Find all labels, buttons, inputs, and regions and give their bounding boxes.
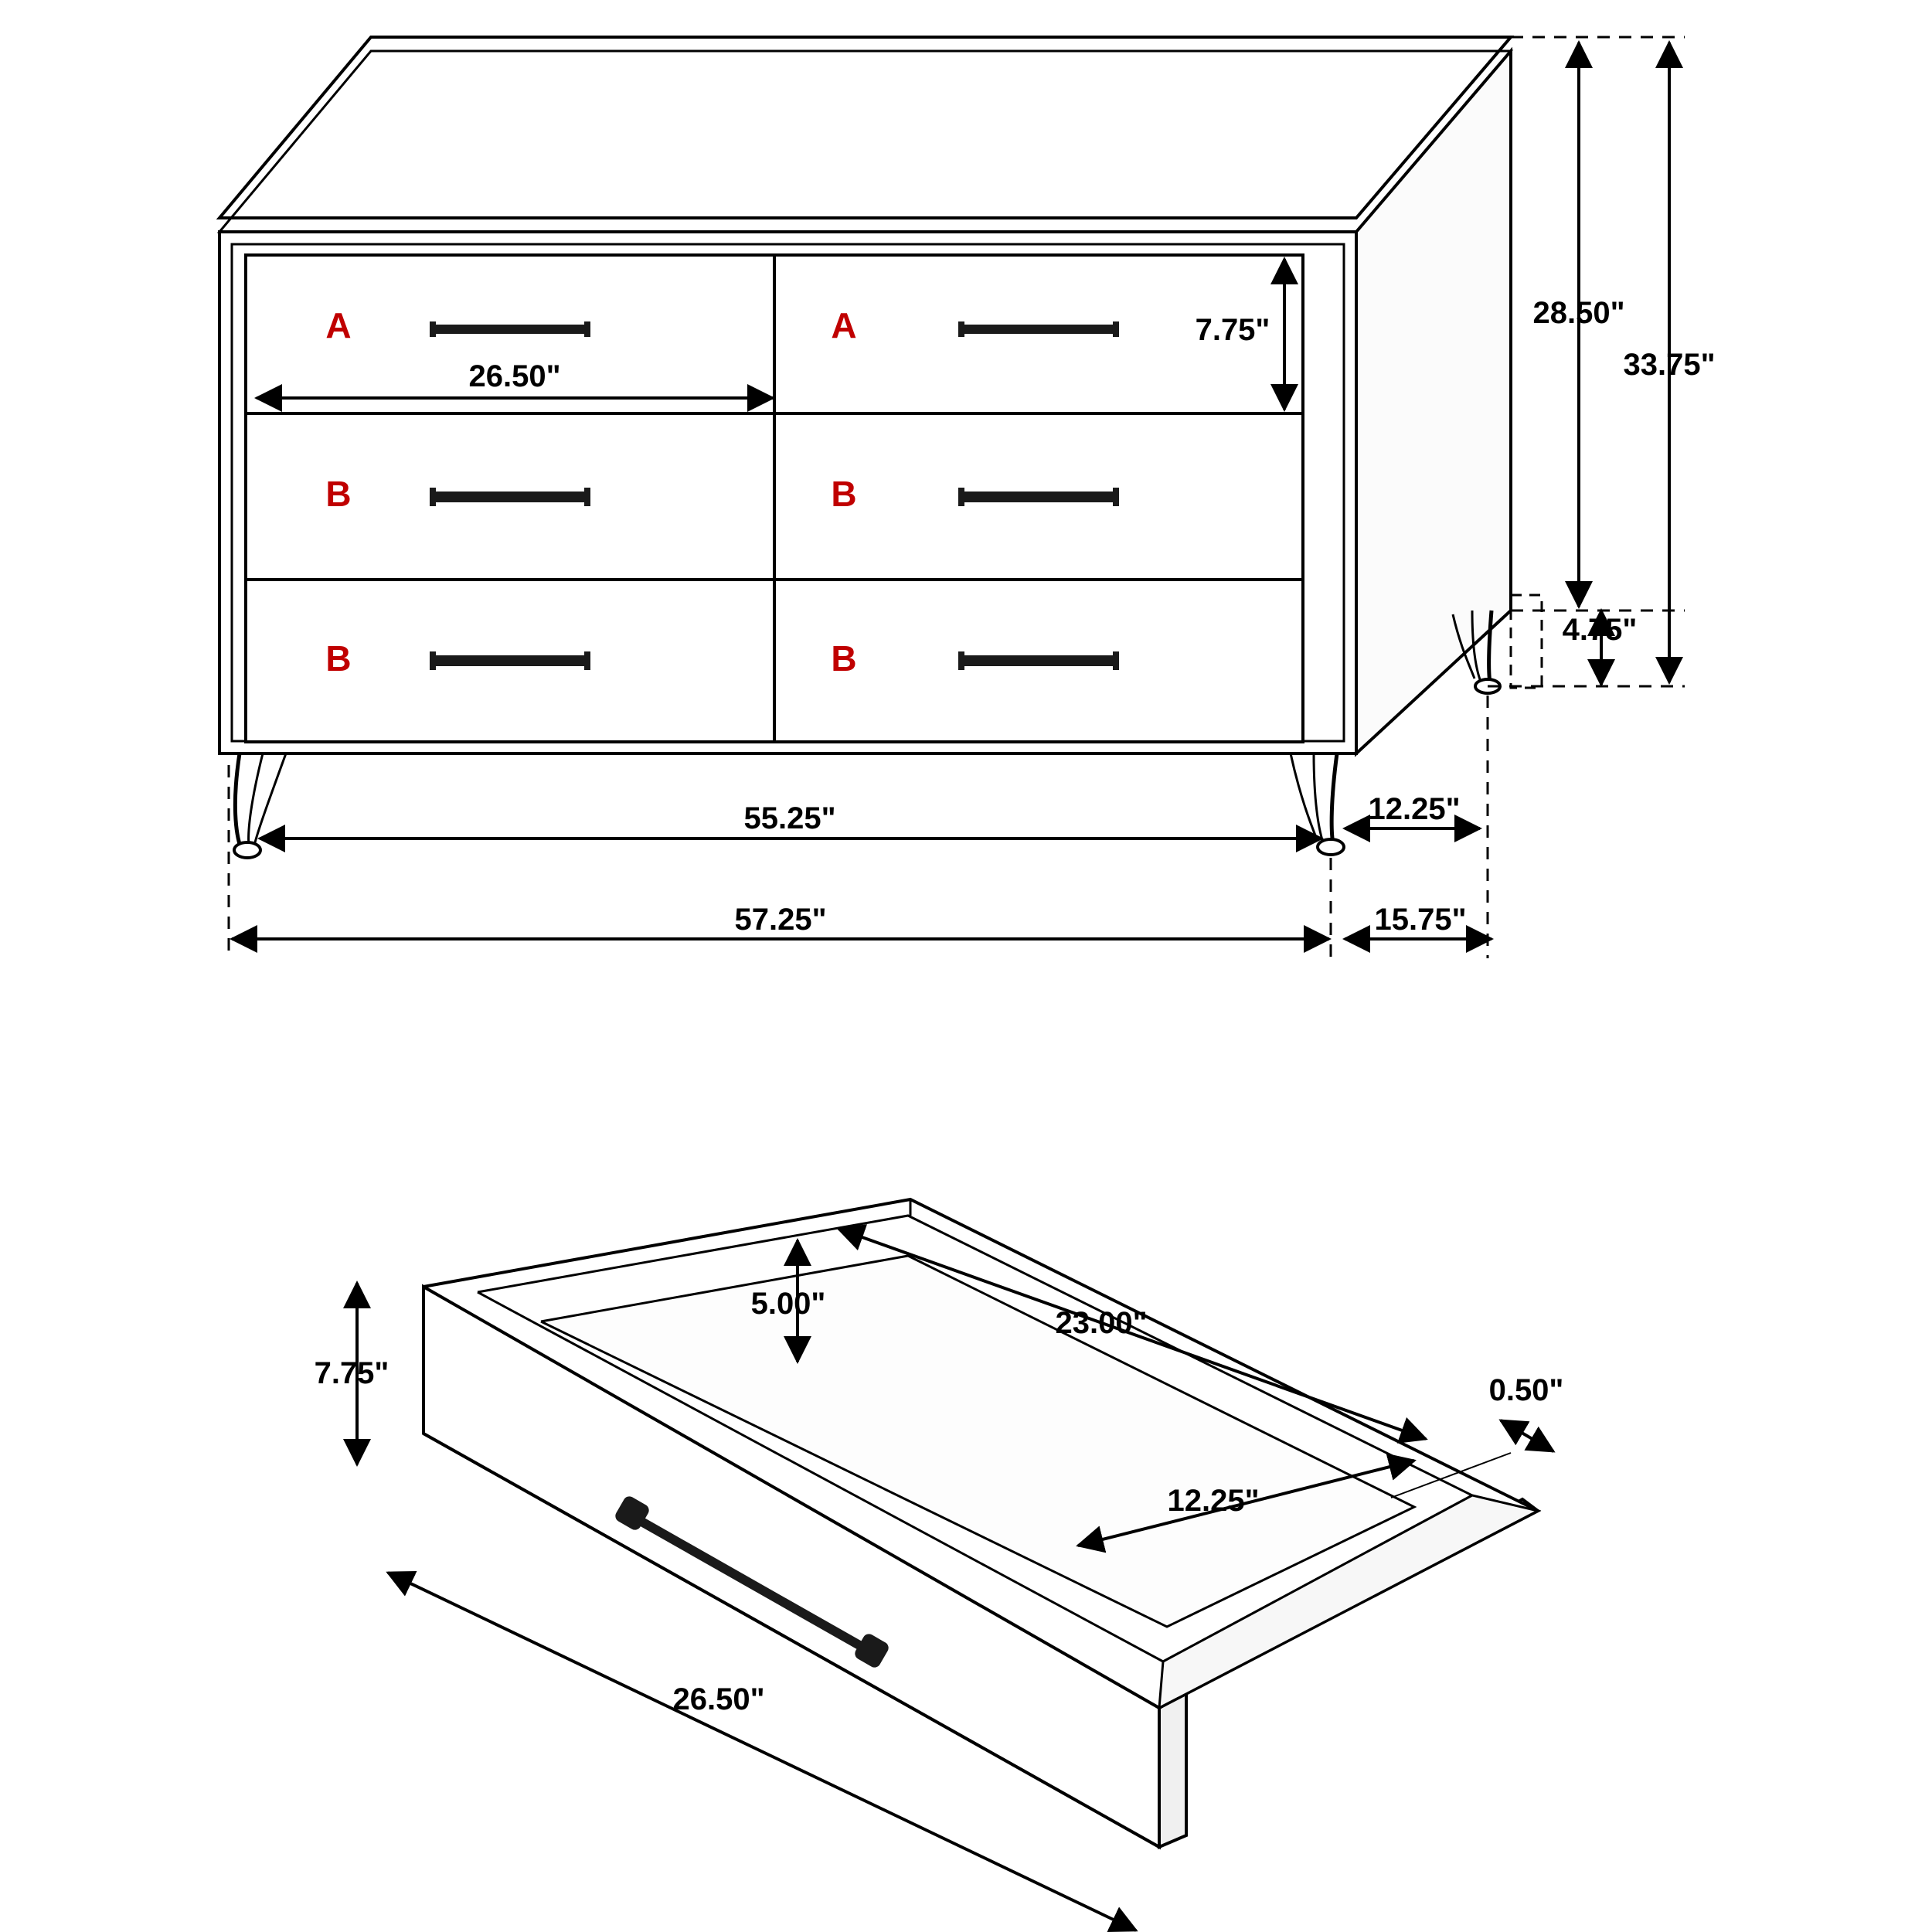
dim-overall-depth — [1345, 903, 1492, 939]
dim-label-drawer-interior-depth: 5.00" — [750, 1287, 826, 1321]
dim-cabinet-body-depth — [1345, 792, 1480, 828]
dim-label-leg-height: 4.75" — [1562, 613, 1638, 647]
dim-cabinet-body-height — [1532, 43, 1624, 607]
cabinet-top-panel — [219, 37, 1511, 232]
dim-label-drawer-wall-thickness: 0.50" — [1488, 1373, 1564, 1407]
dim-label-drawer-interior-length: 12.25" — [1167, 1484, 1260, 1518]
drawer-front-mid-left — [246, 413, 774, 580]
dim-cabinet-body-width — [260, 801, 1321, 838]
drawer-front-bottom-right — [774, 580, 1303, 742]
drawer-label-mid-right: B — [831, 474, 857, 514]
dim-drawer-side-height — [315, 1283, 389, 1464]
drawer-label-bottom-right: B — [831, 638, 857, 679]
dim-overall-width — [232, 903, 1329, 939]
drawer-front-bottom-left — [246, 580, 774, 742]
dim-label-drawer-side-height: 7.75" — [314, 1356, 389, 1390]
drawer-label-top-right: A — [831, 305, 857, 345]
dim-leg-height — [1563, 611, 1638, 685]
dresser-front-iso-view — [219, 37, 1716, 958]
drawer-label-bottom-left: B — [325, 638, 352, 679]
dim-overall-height — [1623, 43, 1715, 682]
dim-label-overall-height: 33.75" — [1623, 348, 1716, 382]
dim-label-cabinet-body-depth: 12.25" — [1368, 792, 1461, 826]
drawer-label-mid-left: B — [325, 474, 352, 514]
drawer-front-mid-right — [774, 413, 1303, 580]
drawer-label-top-left: A — [325, 305, 352, 345]
dim-label-drawer-a-height: 7.75" — [1195, 313, 1270, 347]
dim-label-overall-depth: 15.75" — [1374, 903, 1467, 937]
dim-label-overall-width: 57.25" — [734, 903, 827, 937]
dim-label-cabinet-body-height: 28.50" — [1532, 296, 1625, 330]
dim-label-drawer-a-width: 26.50" — [468, 359, 561, 393]
drawer-detail-iso-view — [315, 1199, 1564, 1930]
dim-label-drawer-front-width: 26.50" — [672, 1682, 765, 1716]
dim-label-cabinet-body-width: 55.25" — [743, 801, 836, 835]
dim-label-drawer-interior-width: 23.00" — [1055, 1306, 1148, 1340]
drawer-box — [423, 1199, 1538, 1847]
